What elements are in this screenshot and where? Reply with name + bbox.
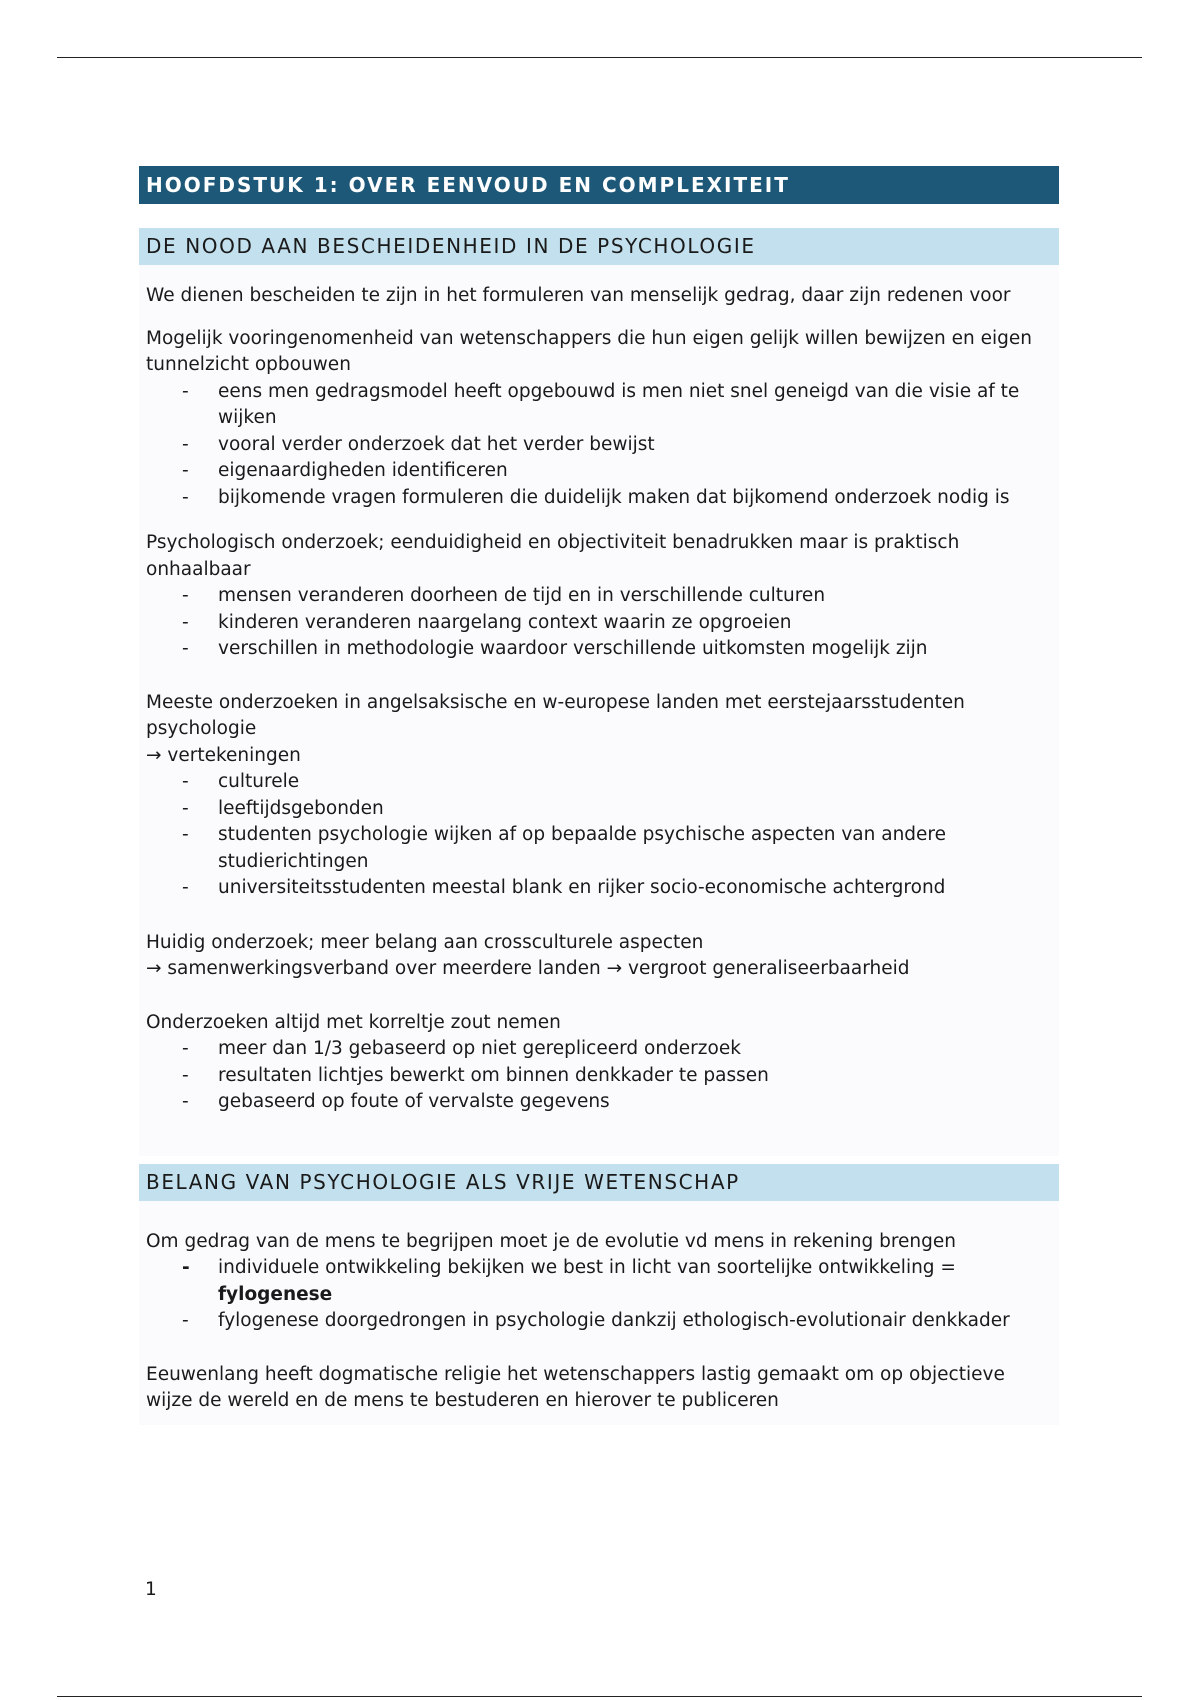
list-item: - eigenaardigheden identificeren: [146, 458, 1052, 485]
list-item: - eens men gedragsmodel heeft opgebouwd is men niet snel geneigd van die visie af te wijken: [146, 379, 1052, 432]
paragraph: Psychologisch onderzoek; eenduidigheid en objectiviteit benadrukken maar is praktisch onhaalbaar: [146, 532, 960, 580]
paragraph: Onderzoeken altijd met korreltje zout nemen: [146, 1011, 561, 1033]
list-item: - meer dan 1/3 gebaseerd op niet gerepliceerd onderzoek: [146, 1036, 1052, 1063]
page-number: 1: [145, 1579, 157, 1600]
list-item: - kinderen veranderen naargelang context waarin ze opgroeien: [146, 610, 1052, 637]
paragraph: Mogelijk vooringenomenheid van wetenschappers die hun eigen gelijk willen bewijzen en eigen tunnelzicht opbouwen: [146, 327, 1032, 375]
bold-term: fylogenese: [218, 1283, 333, 1305]
document-body: [139, 166, 1059, 1425]
bullet-list: [146, 379, 1052, 512]
list-item: - bijkomende vragen formuleren die duidelijk maken dat bijkomend onderzoek nodig is: [146, 485, 1052, 512]
list-item: - studenten psychologie wijken af op bepaalde psychische aspecten van andere studierichtingen: [146, 822, 1052, 875]
bullet-list: [146, 1036, 1052, 1116]
paragraph: Eeuwenlang heeft dogmatische religie het wetenschappers lastig gemaakt om op objectieve wijze de wereld en de mens te bestuderen en hierover te publiceren: [146, 1363, 1005, 1411]
list-item-text: individuele ontwikkeling bekijken we best in licht van soortelijke ontwikkeling =: [218, 1257, 956, 1278]
arrow-line: → vertekeningen: [146, 744, 301, 766]
list-item: - leeftijdsgebonden: [146, 796, 1052, 823]
paragraph: Meeste onderzoeken in angelsaksische en w-europese landen met eerstejaarsstudenten psychologie: [146, 691, 965, 739]
bullet-list: [146, 583, 1052, 663]
section-body-vrije-wetenschap: [139, 1201, 1059, 1425]
section-heading-bescheidenheid: DE NOOD AAN BESCHEIDENHEID IN DE PSYCHOLOGIE: [139, 228, 1059, 265]
chapter-heading: HOOFDSTUK 1: OVER EENVOUD EN COMPLEXITEIT: [139, 166, 1059, 204]
footer-rule: [57, 1696, 1142, 1697]
list-item: - resultaten lichtjes bewerkt om binnen denkkader te passen: [146, 1063, 1052, 1090]
bullet-list: [146, 1255, 1052, 1335]
bullet-list: [146, 769, 1052, 902]
list-item: - mensen veranderen doorheen de tijd en in verschillende culturen: [146, 583, 1052, 610]
list-item: - universiteitsstudenten meestal blank en rijker socio-economische achtergrond: [146, 875, 1052, 902]
paragraph: We dienen bescheiden te zijn in het formuleren van menselijk gedrag, daar zijn redenen voor: [146, 285, 1011, 306]
arrow-line: → samenwerkingsverband over meerdere landen → vergroot generaliseerbaarheid: [146, 958, 910, 979]
list-item: - gebaseerd op foute of vervalste gegevens: [146, 1089, 1052, 1116]
paragraph: Huidig onderzoek; meer belang aan crossculturele aspecten: [146, 931, 704, 953]
list-item: - vooral verder onderzoek dat het verder bewijst: [146, 432, 1052, 459]
paragraph: Om gedrag van de mens te begrijpen moet je de evolutie vd mens in rekening brengen: [146, 1230, 956, 1252]
header-rule: [57, 57, 1142, 58]
list-item: - verschillen in methodologie waardoor verschillende uitkomsten mogelijk zijn: [146, 636, 1052, 663]
list-item: - fylogenese doorgedrongen in psychologie dankzij ethologisch-evolutionair denkkader: [146, 1308, 1052, 1335]
list-item: - culturele: [146, 769, 1052, 796]
list-item: [146, 1255, 1052, 1308]
section-heading-vrije-wetenschap: BELANG VAN PSYCHOLOGIE ALS VRIJE WETENSCHAP: [139, 1164, 1059, 1201]
section-body-bescheidenheid: [139, 265, 1059, 1156]
